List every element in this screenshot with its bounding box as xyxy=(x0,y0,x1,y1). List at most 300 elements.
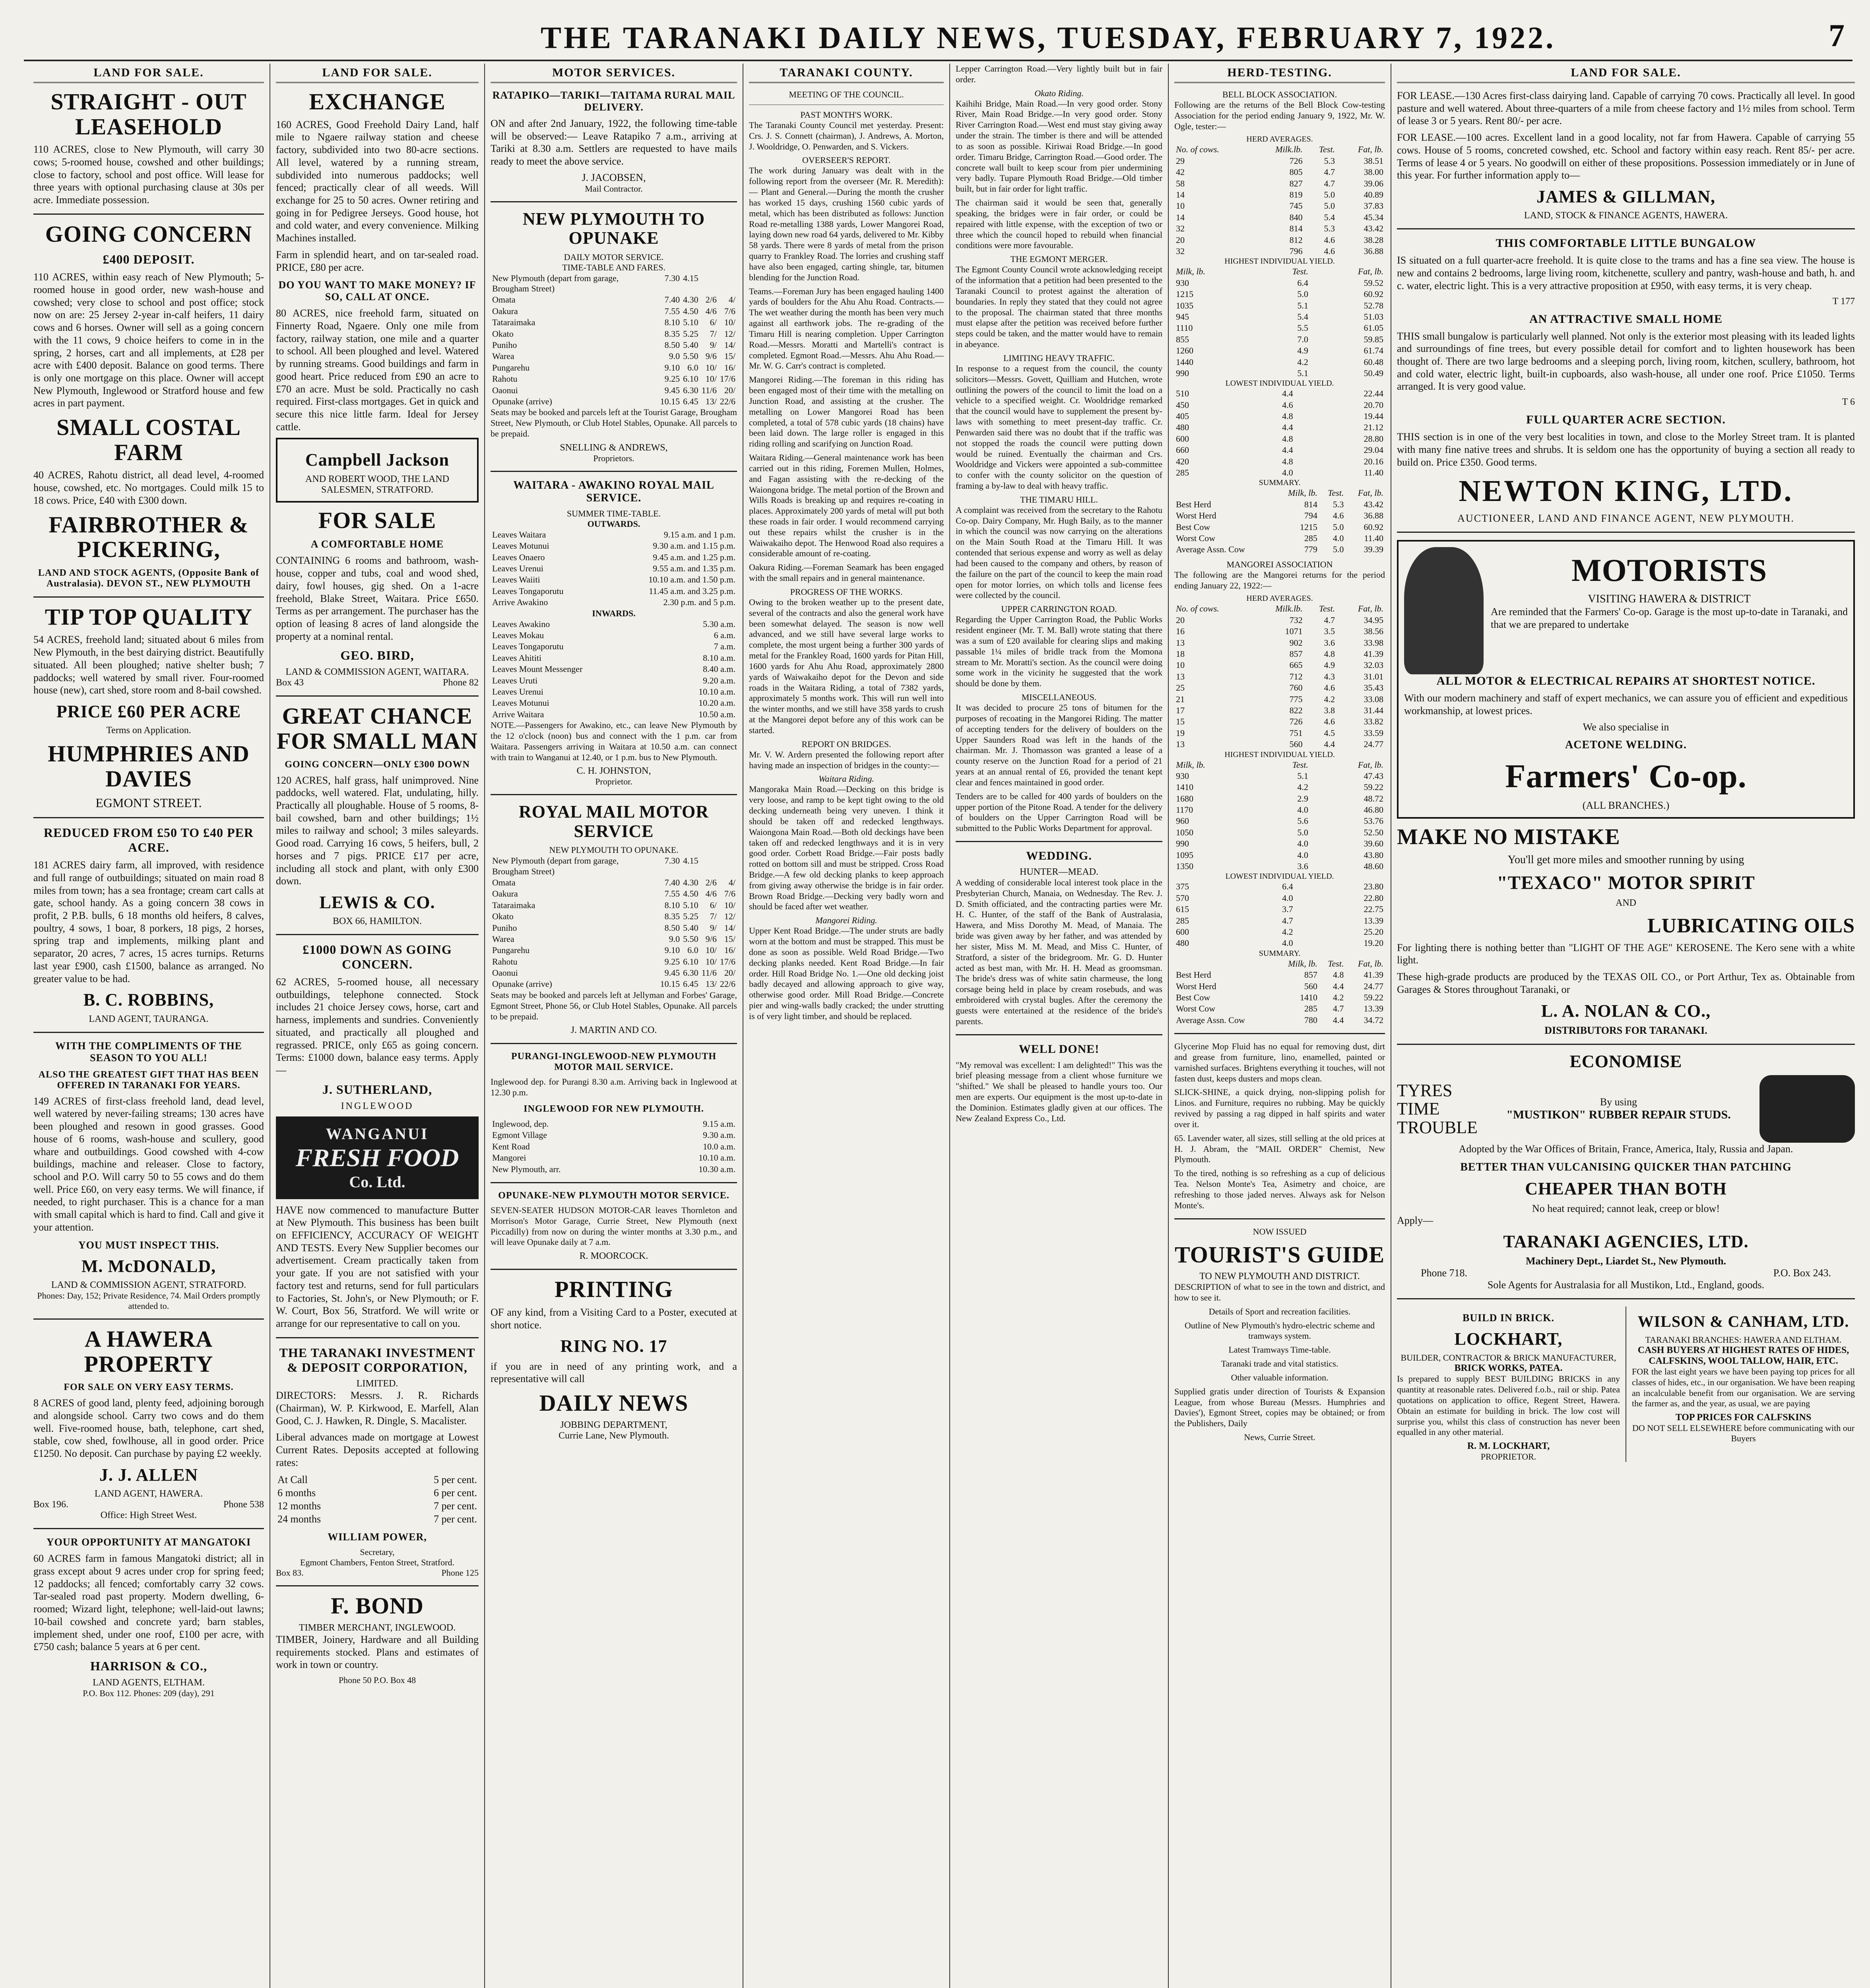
table-cell: 5.0 xyxy=(1333,522,1344,532)
table-row xyxy=(1174,200,1385,212)
table-cell: 9.15 a.m. and 1 p.m. xyxy=(663,529,735,540)
table-row xyxy=(491,967,737,978)
table-cell: 4.0 xyxy=(1333,533,1344,543)
table-cell: 13.39 xyxy=(1364,1004,1383,1014)
table-header-row xyxy=(1174,958,1385,969)
table-cell: Kent Road xyxy=(492,1141,530,1151)
agent-name: NEWTON KING, LTD. xyxy=(1459,474,1793,508)
table-cell: 450 xyxy=(1176,400,1189,410)
table-cell: 4.2 xyxy=(1333,992,1344,1002)
printing-heading: PRINTING xyxy=(554,1276,673,1303)
ad-heading: THE TARANAKI INVESTMENT & DEPOSIT CORPORATION, xyxy=(279,1345,475,1375)
table-cell: 4/ xyxy=(728,877,735,887)
table-cell: 43.80 xyxy=(1364,850,1383,860)
ad-subheading: £400 DEPOSIT. xyxy=(103,252,195,267)
ad-highlight: CHEAPER THAN BOTH xyxy=(1525,1179,1727,1199)
guide-item: Details of Sport and recreation facilities. xyxy=(1209,1306,1351,1316)
table-cell: 796 xyxy=(1289,246,1303,256)
table-row xyxy=(1174,705,1385,716)
table-cell: Leaves Ahititi xyxy=(492,652,542,663)
tyres-word: TYRES xyxy=(1397,1081,1453,1101)
article-paragraph: Owing to the broken weather up to the present date, several of the contracts and also the general work have been somewhat delayed. The season is now well advanced, and we still have several large works to complete, the most urgent being a further 300 yards of metal for the Frankley Road, 1600 yards for Pitan Hill, 1600 yards for Ahu Ahu Road, approximately 2800 yards of Waiwakaiho depot for the Devon and side roads in the Waitara Riding, a total of 7382 yards, approximately 5 months work. This will run well into the winter months, and we still have 358 yards to crush at the Mangorei depot before any of this work can be started. xyxy=(749,597,944,735)
agent-details: LAND AGENT, TAURANGA. xyxy=(89,1013,209,1024)
article-paragraph: Mr. V. W. Ardern presented the following report after having made an inspection of bridges in the county:— xyxy=(749,749,944,770)
table-row xyxy=(491,697,737,709)
ad-subheading: FOR SALE ON VERY EASY TERMS. xyxy=(64,1382,234,1393)
ad-heading: £1000 DOWN AS GOING CONCERN. xyxy=(303,942,452,972)
table-cell: 6.4 xyxy=(1297,278,1308,288)
table-row xyxy=(491,385,737,396)
ad-text: Adopted by the War Offices of Britain, France, America, Italy, Russia and Japan. xyxy=(1459,1143,1793,1155)
table-cell: 1071 xyxy=(1285,626,1303,637)
table-row xyxy=(491,855,737,877)
ad-text: 54 ACRES, freehold land; situated about 6 miles from New Plymouth, in the best dairying district. Beautifully situated. All been ploughed; native shelter bush; 7 paddocks; well watered by small river. Four-roomed house (new), cart shed, store room and 8-bail cowshed. xyxy=(33,634,264,696)
article-paragraph: Kaihihi Bridge, Main Road.—In very good order. Stony River, Main Road Bridge.—In very good order. Stony River Carrington Road.—West end must stay giving away under the strain. The timber is there and will be attended to as soon as possible. Kiriwai Road Bridge.—In good order. Timaru Bridge, Carrington Road.—Good order. The concrete wall built to keep scour from pier undermining very badly. Tupare Plymouth Road Bridge.—Old timber built, but in fair order for light traffic. xyxy=(956,98,1162,194)
table-cell: Leaves Urenui xyxy=(492,563,543,573)
table-cell: Pungarehu xyxy=(492,362,530,373)
ad-subheading: NOW ISSUED xyxy=(1253,1226,1307,1237)
table-cell: Leaves Tongaporutu xyxy=(492,586,564,596)
table-cell: 58 xyxy=(1176,178,1185,188)
table-cell: 4.0 xyxy=(1297,839,1308,849)
agent-details: LAND AGENT, HAWERA. xyxy=(94,1489,203,1499)
table-cell: 822 xyxy=(1289,705,1303,715)
table-cell: Leaves Onaero xyxy=(492,552,545,562)
table-cell: 7.55 xyxy=(664,889,680,899)
table-cell: 9.10 xyxy=(664,945,680,955)
agent-details: LAND AND STOCK AGENTS, (Opposite Bank of Australasia). DEVON ST., NEW PLYMOUTH xyxy=(38,567,260,589)
table-cell: 43.42 xyxy=(1364,223,1383,234)
divider xyxy=(276,1585,479,1586)
table-row xyxy=(1174,155,1385,167)
table-header-cell: No. of cows. xyxy=(1176,144,1219,155)
ad-text: 181 ACRES dairy farm, all improved, with residence and full range of outbuildings; situated on main road 8 miles from town; has a sea frontage; cream cart calls at gate, school handy. As a going concern 38 cows in profit, 2 P.B. bulls, 6 18 months old heifers, 8 calves, poultry, 4 sows, 1 boar, 8 porkers, 18 pigs, 2 horses, spring trap and implements, milking plant and separator, 20 acres, 7 acres, 15 acres turnips. Returns last year £900, cash £1500, balance as arranged. No greater value to be had. xyxy=(33,859,264,984)
table-cell: 14/ xyxy=(724,340,735,350)
table-cell: 4.0 xyxy=(1282,893,1293,903)
table-row xyxy=(1174,433,1385,445)
article-paragraph: Mangoraka Main Road.—Decking on this bridge is very loose, and ramp to be kept tight owing to the old decking underneath being very uneven. I think it should be taken off and redecked lengthways. Waiongona Main Road.—Both old deckings have been taken off and redecked lengthways and it is in very good order. Corbett Road Bridge.—Fair posts badly rotted on bottom sill and must be stripped. Cross Road Bridge.—A few old decking planks to keep approach from giving away otherwise the bridge is in fair order. Brown Road Bridge.—Decking very badly worn and should be faced after wet weather. xyxy=(749,784,944,912)
table-cell: 615 xyxy=(1176,904,1189,914)
table-row xyxy=(1174,178,1385,189)
table-cell: 10 xyxy=(1176,660,1185,670)
table-cell: 22/6 xyxy=(720,396,735,406)
table-cell: 8.10 xyxy=(664,900,680,910)
tyres-list xyxy=(1397,1081,1478,1137)
agent-details: LAND AGENTS, ELTHAM. xyxy=(93,1677,205,1688)
table-cell: 37.83 xyxy=(1364,201,1383,211)
table-cell: 4.8 xyxy=(1282,411,1293,421)
table-cell: 4.8 xyxy=(1282,456,1293,466)
article-paragraph: Upper Kent Road Bridge.—The under struts are badly worn at the bottom and must be strapped. This must be done as soon as possible. Weld Road Bridge.—Two decking planks needed. Kent Road Bridge.—In fair order. Hill Road Bridge No. 1.—One old decking joist badly decayed and allowing approach to give way, otherwise good order. Mill Road Bridge.—Concrete pier and wing-walls badly cracked; the under strutting is of very light timber, and should be replaced. xyxy=(749,926,944,1021)
table-cell: 31.01 xyxy=(1364,671,1383,681)
table-cell: 7/ xyxy=(710,911,717,922)
table-cell: 10.10 a.m. xyxy=(698,686,735,697)
ad-heading: YOU MUST INSPECT THIS. xyxy=(78,1239,219,1251)
ad-subheading: GOING CONCERN—ONLY £300 DOWN xyxy=(285,759,470,770)
table-cell: 7.55 xyxy=(664,306,680,316)
table-cell: 4.15 xyxy=(683,856,698,866)
ad-text: Liberal advances made on mortgage at Lowest Current Rates. Deposits accepted at following rates: xyxy=(276,1431,479,1468)
table-cell: Leaves Waitara xyxy=(492,529,546,540)
table-cell: 38.28 xyxy=(1364,235,1383,245)
ad-footer: Phone 50 P.O. Box 48 xyxy=(338,1675,416,1685)
table-cell: 4.5 xyxy=(1324,728,1335,738)
table-cell: 5.40 xyxy=(683,340,698,350)
ad-subheading: ALSO THE GREATEST GIFT THAT HAS BEEN OFFERED IN TARANAKI FOR YEARS. xyxy=(38,1069,259,1091)
table-cell: 36.88 xyxy=(1364,246,1383,256)
divider xyxy=(276,695,479,697)
ad-subheading: A COMFORTABLE HOME xyxy=(310,538,444,550)
table-cell: 5.3 xyxy=(1333,499,1344,509)
direction-label: INWARDS. xyxy=(592,608,636,618)
table-cell: Worst Cow xyxy=(1176,1004,1216,1014)
table-cell: 8.40 a.m. xyxy=(703,664,735,674)
article-heading: WEDDING. xyxy=(1026,849,1092,862)
table-cell: 9.55 a.m. and 1.35 p.m. xyxy=(653,563,735,573)
table-cell: 3.7 xyxy=(1282,904,1293,914)
table-cell: 19 xyxy=(1176,728,1185,738)
ad-text: 160 ACRES, Good Freehold Dairy Land, half mile to Ngaere railway station and cheese factory, subdivided into two 80-acre sections. All level, watered by a running stream, subdivided into numerous paddocks; well fenced; practically clear of all weeds. Will exchange for 25 to 50 acres. Owner retiring and going in for Pedigree Jerseys. Good house, hot and cold water, and every convenience. Milking Machines installed. xyxy=(276,118,479,244)
ad-subheading: LIMITED. xyxy=(356,1378,398,1389)
service-text: ON and after 2nd January, 1922, the following time-table will be observed:— Leave Ratapiko 7 a.m., arriving at Tariki at 8.30 a.m. Settlers are requested to have mails ready to meet the above service. xyxy=(491,118,737,167)
table-cell: 420 xyxy=(1176,456,1189,466)
newspaper-title: THE TARANAKI DAILY NEWS, TUESDAY, FEBRUARY 7, 1922. xyxy=(541,20,1556,55)
table-cell: 4.2 xyxy=(1297,357,1308,367)
table-cell: 39.39 xyxy=(1364,544,1383,555)
article-paragraph: The following are the Mangorei returns for the period ending January 22, 1922:— xyxy=(1174,569,1385,590)
table-cell: 11/6 xyxy=(701,385,717,395)
table-cell: 33.98 xyxy=(1364,637,1383,648)
table-cell: 2/6 xyxy=(705,877,717,887)
ad-heading: WITH THE COMPLIMENTS OF THE SEASON TO YOU ALL! xyxy=(55,1040,242,1064)
table-cell: 59.85 xyxy=(1364,334,1383,344)
table-cell: 1260 xyxy=(1176,346,1193,356)
service-subheading: SUMMER TIME-TABLE. xyxy=(566,508,661,518)
table-cell: Leaves Motunui xyxy=(492,541,549,551)
table-cell: 51.03 xyxy=(1364,311,1383,322)
agent-details: BUILDER, CONTRACTOR & BRICK MANUFACTURER, xyxy=(1401,1353,1616,1363)
table-cell: 814 xyxy=(1289,223,1303,234)
table-cell: Rahotu xyxy=(492,374,518,384)
table-cell: 12/ xyxy=(724,911,735,922)
table-row xyxy=(1174,300,1385,311)
column-heading: LAND FOR SALE. xyxy=(33,64,264,83)
ad-text: SLICK-SHINE, a quick drying, non-slipping polish for Linos. and Furniture, requires no rubbing. May be quickly revived by passing a rag dipped in half spirits and water over it. xyxy=(1174,1087,1385,1129)
table-row xyxy=(491,586,737,597)
table-row xyxy=(1174,400,1385,411)
column-land-for-sale-3 xyxy=(1391,64,1860,1988)
divider xyxy=(956,1034,1162,1035)
table-row xyxy=(1174,969,1385,980)
table-row xyxy=(491,1164,737,1175)
ad-heading: THIS COMFORTABLE LITTLE BUNGALOW xyxy=(1496,237,1756,250)
ad-heading: AN ATTRACTIVE SMALL HOME xyxy=(1529,312,1723,326)
table-cell: 9.0 xyxy=(669,351,680,361)
table-row xyxy=(491,619,737,630)
table-row xyxy=(491,911,737,922)
table-row xyxy=(1174,793,1385,804)
table-row xyxy=(491,641,737,652)
ad-text: No heat required; cannot leak, creep or blow! xyxy=(1532,1202,1720,1214)
table-row xyxy=(1174,926,1385,938)
table-row xyxy=(1174,771,1385,782)
timetable-royal-mail xyxy=(491,855,737,990)
table-cell: Oaonui xyxy=(492,385,518,395)
table-cell: 5.10 xyxy=(683,317,698,328)
table-row xyxy=(491,373,737,384)
terms: Terms on Application. xyxy=(106,725,191,736)
table-cell: 59.52 xyxy=(1364,278,1383,288)
article-subheading: BELL BLOCK ASSOCIATION. xyxy=(1222,89,1337,99)
table-cell: 1350 xyxy=(1176,861,1193,872)
table-cell: 20 xyxy=(1176,235,1185,245)
agent-town: INGLEWOOD xyxy=(341,1101,414,1111)
table-cell: 5.25 xyxy=(683,911,698,922)
table-header-cell: Test. xyxy=(1319,604,1335,614)
ad-subheading: TO NEW PLYMOUTH AND DISTRICT. xyxy=(1199,1271,1360,1282)
table-cell: 22.75 xyxy=(1364,904,1383,914)
listing-ref: T 177 xyxy=(1832,296,1855,307)
table-cell: 13/ xyxy=(705,396,717,406)
agent-box-campbell-jackson xyxy=(276,438,479,502)
table-cell: 827 xyxy=(1289,178,1303,188)
table-cell: 22.80 xyxy=(1364,893,1383,903)
ad-text: With our modern machinery and staff of expert mechanics, we can assure you of efficient and expeditious workmanship, at lowest prices. xyxy=(1404,692,1848,717)
table-header-cell: Milk.lb. xyxy=(1275,144,1303,155)
table-cell: 6.45 xyxy=(683,396,698,406)
table-cell: 33.59 xyxy=(1364,728,1383,738)
table-cell: 9.15 a.m. xyxy=(703,1119,735,1129)
ad-highlight: ALL MOTOR & ELECTRICAL REPAIRS AT SHORTEST NOTICE. xyxy=(1436,674,1816,688)
table-cell: 775 xyxy=(1289,694,1303,704)
article-paragraph: It was decided to procure 25 tons of bitumen for the purposes of recoating in the Mangorei Riding. The matter of accepting tenders for the delivery of boulders on the Upper Saunders Road was left in the hands of the chairman. Mr. J. Thomasson was granted a lease of a county reserve on the Junction Road for a period of 21 years at an annual rental of £6, provided the tenant kept clear and fences maintained in good order. xyxy=(956,703,1162,787)
table-row xyxy=(1174,615,1385,626)
table-cell: 4.6 xyxy=(1324,683,1335,693)
article-paragraph: Regarding the Upper Carrington Road, the Public Works resident engineer (Mr. T. M. Ball) wrote stating that there was a sum of £20 available for clearing slips and making passable 1¼ miles of bridle track from the Momona stream to Mr. Moratti's section. As the council were doing some work in the vicinity he suggested that the work should be done by them. xyxy=(956,614,1162,689)
table-cell: Omata xyxy=(492,877,516,887)
table-cell: Leaves Tongaporutu xyxy=(492,641,564,652)
table-row xyxy=(1174,915,1385,926)
service-operator: J. MARTIN AND CO. xyxy=(570,1025,657,1036)
printing-text: if you are in need of any printing work, and a representative will call xyxy=(491,1360,737,1385)
table-row xyxy=(1174,626,1385,637)
table-cell: 5.50 xyxy=(683,934,698,944)
listing-ref: T 6 xyxy=(1842,397,1855,408)
table-cell: Mangorei xyxy=(492,1153,526,1163)
table-cell: 4.3 xyxy=(1324,671,1335,681)
column-land-for-sale-1 xyxy=(28,64,270,1988)
table-row xyxy=(1174,456,1385,467)
lowest-yield-table xyxy=(1174,388,1385,478)
table-cell: New Plymouth (depart from garage, Brougham Street) xyxy=(492,273,619,294)
ad-text: We also specialise in xyxy=(1583,721,1669,733)
agent-name: FAIRBROTHER & PICKERING, xyxy=(48,511,249,563)
table-row xyxy=(1174,246,1385,257)
table-row xyxy=(1174,850,1385,861)
table-cell xyxy=(700,273,718,295)
ad-text: 110 ACRES, close to New Plymouth, will carry 30 cows; 5-roomed house, cowshed and other buildings; close to factory, school and post office. Will lease for three years with optional purchasing clause at 30s per acre. Immediate possession. xyxy=(33,144,264,206)
table-cell: 7/6 xyxy=(724,889,735,899)
table-cell: Rahotu xyxy=(492,956,518,967)
table-cell: 4.6 xyxy=(1282,400,1293,410)
ad-highlight: TOP PRICES FOR CALFSKINS xyxy=(1675,1412,1812,1423)
table-cell: 5.10 xyxy=(683,900,698,910)
agent-contact xyxy=(276,678,479,688)
table-cell: 29 xyxy=(1176,155,1185,166)
table-row xyxy=(1174,411,1385,422)
ad-text: IS situated on a full quarter-acre freehold. It is quite close to the trams and has a fine sea view. The house is new and contains 2 bedrooms, large living room, kitchenette, scullery and pantry, wash-house and bath, h. and c. water, electric light. This is a very attractive proposition at £950, with easy terms, it is very cheap. xyxy=(1397,254,1855,291)
divider xyxy=(33,1528,264,1529)
table-row xyxy=(1174,422,1385,433)
table-cell: 4.7 xyxy=(1282,915,1293,926)
deposit-rates-table xyxy=(276,1473,479,1526)
table-cell: 22/6 xyxy=(720,979,735,989)
divider xyxy=(491,1043,737,1044)
rate-value: 7 per cent. xyxy=(433,1500,477,1512)
table-row xyxy=(491,396,737,407)
table-row xyxy=(1174,827,1385,838)
table-row xyxy=(1174,637,1385,648)
agent-name: HUMPHRIES AND DAVIES xyxy=(48,741,250,792)
table-cell: Omata xyxy=(492,295,516,305)
table-row xyxy=(491,294,737,305)
table-cell: Best Herd xyxy=(1176,499,1211,509)
table-row xyxy=(1174,660,1385,671)
table-cell: 19.44 xyxy=(1364,411,1383,421)
table-cell: 779 xyxy=(1304,544,1317,555)
table-row xyxy=(1174,694,1385,705)
table-row xyxy=(1174,368,1385,379)
ad-text: FOR LEASE.—100 acres. Excellent land in a good locality, not far from Hawera. Capable of carrying 55 cows. House of 5 rooms, concreted cowshed, etc. School and factory within easy reach. Rent 85/- per acre. Terms of lease 4 or 5 years. No goodwill on either of these propositions. Possession immediately or in June of this year. For further information apply to— xyxy=(1397,132,1855,181)
table-cell: 5.3 xyxy=(1324,223,1335,234)
ad-text: Are reminded that the Farmers' Co-op. Garage is the most up-to-date in Taranaki, and that we are prepared to undertake xyxy=(1491,606,1848,631)
table-cell: 5.40 xyxy=(683,922,698,933)
table-cell: 8.35 xyxy=(664,328,680,339)
table-cell: 20 xyxy=(1176,615,1185,625)
highest-yield-table xyxy=(1174,266,1385,379)
agent-role: Secretary, xyxy=(360,1547,395,1557)
agent-address: Machinery Dept., Liardet St., New Plymouth. xyxy=(1525,1255,1726,1267)
agent-name: JAMES & GILLMAN, xyxy=(1536,187,1715,207)
table-cell: 4.4 xyxy=(1282,445,1293,455)
table-row xyxy=(491,1141,737,1152)
table-header-row xyxy=(1174,144,1385,155)
table-cell: Arrive Waitara xyxy=(492,709,544,719)
ad-text: Glycerine Mop Fluid has no equal for removing dust, dirt and grease from furniture, lino, enamelled, painted or varnished surfaces. Brightens everything it touches, will not fasten dust, keeps dusters and mops clean. xyxy=(1174,1041,1385,1083)
table-row xyxy=(491,888,737,899)
ad-text: 120 ACRES, half grass, half unimproved. Nine paddocks, well watered. Flat, undulating, hilly. Practically all ploughable. House of 5 rooms, 8-bail cowshed, barn and other buildings; 1½ miles to railway and school; 3 miles saleyards. Good road. Carrying 16 cows, 5 heifers, bull, 2 horses and 7 pigs. PRICE £17 per acre, including all stock and plant, with only £300 down. xyxy=(276,774,479,887)
ad-heading: WELL DONE! xyxy=(1018,1042,1100,1056)
table-cell: 4.4 xyxy=(1333,981,1344,991)
ad-text: HAVE now commenced to manufacture Butter at New Plymouth. This business has been built on EFFICIENCY, ACCURACY OF WEIGHT AND TESTS. Every New Supplier becomes our advertisement. Cream practically taken from your gate. If you are not satisfied with your factory test and returns, send for full particulars to Factories, St. John's, or New Plymouth; or F. W. Court, Box 56, Stratford. We will write or arrange for our representative to call on you. xyxy=(276,1204,479,1329)
printing-name: DAILY NEWS xyxy=(539,1390,689,1416)
agent-details: EGMONT STREET. xyxy=(95,795,202,810)
table-cell: 4.4 xyxy=(1324,739,1335,749)
table-cell: 5.0 xyxy=(1297,289,1308,299)
table-title: SUMMARY. xyxy=(1259,949,1301,958)
article-paragraph: In response to a request from the council, the county solicitors—Messrs. Govett, Quilliam and Hutchen, wrote outlining the powers of the council to limit the load on a vehicle to a specified weight. Cr. Wooldridge remarked that the council would have to supplement the present by-laws with something to meet present-day traffic. Cr. Penwarden said there was no doubt that if the traffic was not stopped the roads the council were putting down would be ruined. Eventually the chairman and Crs. Wooldridge and Vickers were appointed a sub-committee to confer with the county solicitor on the question of framing a by-law to deal with heavy traffic. xyxy=(956,363,1162,491)
agent-name: TARANAKI AGENCIES, LTD. xyxy=(1503,1231,1749,1251)
article-paragraph: Following are the returns of the Bell Block Cow-testing Association for the period ending January 9, 1922, Mr. W. Ogle, tester:— xyxy=(1174,100,1385,131)
table-cell: 50.49 xyxy=(1364,368,1383,378)
summary-table xyxy=(1174,487,1385,555)
ad-heading: DO YOU WANT TO MAKE MONEY? IF SO, CALL AT ONCE. xyxy=(278,279,476,303)
guide-item: Outline of New Plymouth's hydro-electric scheme and tramways system. xyxy=(1184,1320,1375,1341)
service-heading: ROYAL MAIL MOTOR SERVICE xyxy=(518,802,709,841)
guide-footer: News, Currie Street. xyxy=(1244,1432,1315,1442)
page-number: 7 xyxy=(1829,18,1845,53)
ad-subheading: TIMBER MERCHANT, INGLEWOOD. xyxy=(299,1623,456,1633)
table-cell: 4.30 xyxy=(683,295,698,305)
table-row xyxy=(276,1473,479,1486)
table-cell: 9/ xyxy=(710,922,717,933)
rate-term: 12 months xyxy=(277,1500,321,1512)
table-cell: 3.8 xyxy=(1324,705,1335,715)
table-cell: 9/ xyxy=(710,340,717,350)
table-cell: 17/6 xyxy=(720,956,735,967)
table-cell: 7.40 xyxy=(664,877,680,887)
table-cell: 9.0 xyxy=(669,934,680,944)
article-paragraph: A wedding of considerable local interest took place in the Presbyterian Church, Manaia, on Wednesday. The Rev. J. D. Smith officiated, and the contracting parties were Mr. H. C. Hunter, of the staff of the Bank of Australasia, Hawera, and Miss Dorothy M. Mead, of Manaia. The bride was given away by her father, and was attended by her sister, Miss M. M. Mead, and Miss C. Hunter, of Stratford, a sister of the bridegroom. Mr. G. D. Hunter acted as best man, with Mr. H. H. Mead as groomsman. The bride's dress was of white satin charmeuse, the long corsage being held in place by cream rosebuds, and was embroidered with crystal bugles. After the ceremony the guests were entertained at the residence of the bride's parents. xyxy=(956,878,1162,1026)
table-row xyxy=(1174,345,1385,356)
printing-text: OF any kind, from a Visiting Card to a Poster, executed at short notice. xyxy=(491,1306,737,1331)
table-row xyxy=(1174,815,1385,827)
agent-footer: P.O. Box 112. Phones: 209 (day), 291 xyxy=(83,1688,215,1698)
table-cell: 4.6 xyxy=(1324,235,1335,245)
table-cell: 45.34 xyxy=(1364,212,1383,222)
ad-text: 110 ACRES, within easy reach of New Plymouth; 5-roomed house in good order, new wash-house and cowshed; very close to school and post office; stock now on are: 25 Jersey 2-year in-calf heifers, 11 dairy cows and 6 horses. Owner will sell as a going concern with the 11 cows, 9 choice heifers to come in in the spring, 2 horses, cart and all implements, at £28 per acre with £400 deposit. Balance on good terms. There is only one mortgage on this place. Owner will accept New Plymouth, Inglewood or Stratford house and few acres in part payment. xyxy=(33,271,264,409)
agent-contact xyxy=(1397,1267,1855,1279)
ad-heading: ECONOMISE xyxy=(1569,1052,1682,1072)
table-row xyxy=(1174,544,1385,555)
product-name: LUBRICATING OILS xyxy=(1647,914,1855,937)
table-cell: 4.30 xyxy=(683,877,698,887)
table-cell: 20/ xyxy=(724,385,735,395)
table-row xyxy=(491,540,737,551)
article-subheading: PAST MONTH'S WORK. xyxy=(800,110,892,120)
service-text: Inglewood dep. for Purangi 8.30 a.m. Arriving back in Inglewood at 12.30 p.m. xyxy=(491,1077,737,1098)
ad-text: For lighting there is nothing better than "LIGHT OF THE AGE" KEROSENE. The Kero sene with a white light. xyxy=(1397,942,1855,966)
ad-text: These high-grade products are produced by the TEXAS OIL CO., or Port Arthur, Tex as. Obtainable from Garages & Stores throughout Taranaki, or xyxy=(1397,971,1855,995)
article-paragraph: The Taranaki County Council met yesterday. Present: Crs. J. S. Connett (chairman), J. Andrews, A. Morton, J. Wooldridge, O. Penwarden, and S. Vickers. xyxy=(749,120,944,151)
column-heading: LAND FOR SALE. xyxy=(276,64,479,83)
table-cell: 39.06 xyxy=(1364,178,1383,188)
agent-details: DISTRIBUTORS FOR TARANAKI. xyxy=(1544,1025,1707,1037)
table-cell: 13 xyxy=(1176,671,1185,681)
table-cell: 4.6 xyxy=(1333,511,1344,521)
table-row xyxy=(491,597,737,608)
table-cell: 1440 xyxy=(1176,357,1193,367)
table-cell: 20/ xyxy=(724,968,735,978)
divider xyxy=(1174,1218,1385,1219)
agent-name: J. SUTHERLAND, xyxy=(322,1082,433,1097)
table-cell: 39.60 xyxy=(1364,839,1383,849)
table-header-row xyxy=(1174,759,1385,771)
ad-heading: FULL QUARTER ACRE SECTION. xyxy=(1526,413,1726,427)
table-row xyxy=(1174,739,1385,750)
table-cell: 29.04 xyxy=(1364,445,1383,455)
service-heading: OPUNAKE-NEW PLYMOUTH MOTOR SERVICE. xyxy=(498,1190,729,1201)
table-cell: 600 xyxy=(1176,433,1189,444)
table-row xyxy=(491,877,737,888)
table-cell: 805 xyxy=(1289,167,1303,177)
ad-text: Apply— xyxy=(1397,1214,1433,1226)
table-cell: 4.4 xyxy=(1282,388,1293,399)
agent-signature: R. M. LOCKHART, xyxy=(1467,1441,1550,1452)
table-cell: 13 xyxy=(1176,637,1185,648)
table-cell: Average Assn. Cow xyxy=(1176,544,1245,555)
table-cell: 732 xyxy=(1289,615,1303,625)
